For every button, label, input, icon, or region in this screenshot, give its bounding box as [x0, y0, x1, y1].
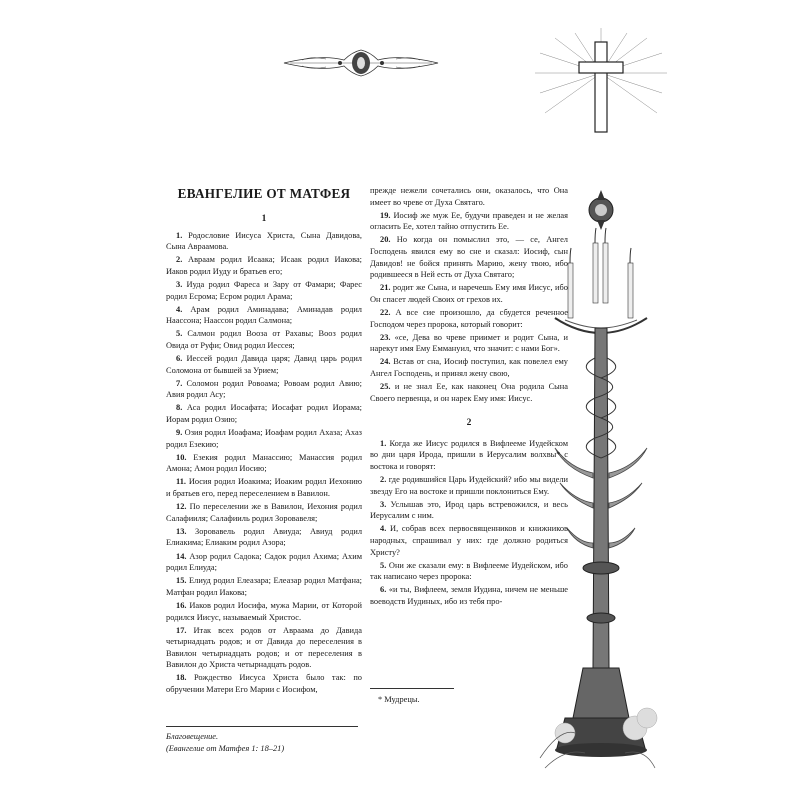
verse-text: Иессей родил Давида царя; Давид царь родил Соломона от бывшей за Урием; [166, 354, 362, 375]
verse-number: 17. [176, 625, 187, 635]
verse [166, 625, 362, 671]
verse-number: 2. [380, 475, 387, 485]
verse [166, 600, 362, 623]
verse-number: 12. [176, 502, 187, 512]
verse-number: 5. [380, 560, 387, 570]
verse-number: 2. [176, 255, 183, 265]
verse-number: 21. [380, 283, 391, 293]
illustration-caption [166, 731, 366, 755]
verse-number: 1. [176, 230, 183, 240]
verse-text: Когда же Иисус родился в Вифлееме Иудейском во дни царя Ирода, пришли в Иерусалим волхвы* с востока и говорят: [370, 438, 568, 471]
verse-text: Зоровавель родил Авиуда; Авиуд родил Елиакима; Елиаким родил Азора; [166, 526, 362, 548]
verse [166, 575, 362, 598]
verse-number: 24. [380, 357, 391, 367]
verse-text: Иосия родил Иоакима; Иоаким родил Иехонию и братьев его, перед переселением в Вавилон. [166, 477, 362, 499]
verse-number: 3. [176, 279, 183, 289]
left-text-column [166, 210, 362, 697]
verse-text: Азор родил Садока; Садок родил Ахима; Ахим родил Елиуда; [166, 551, 362, 573]
verse-text: Но когда он помыслил это, — се, Ангел Господень явился ему во сне и сказал: Иосиф, сын Давидов! не бойся принять Марию, жену твою, ибо родившееся в Ней есть от Духа Святаго; [370, 235, 568, 280]
verse-text: Иосиф же муж Ее, будучи праведен и не желая огласить Ее, хотел тайно отпустить Ее. [370, 210, 568, 232]
verse [166, 279, 362, 302]
verse-text: Арам родил Аминадава; Аминадав родил Наассона; Наассон родил Салмона; [166, 304, 362, 326]
verse [370, 381, 568, 404]
verse-number: 9. [176, 428, 183, 438]
verse-number: 7. [176, 378, 183, 388]
verse-text: родит же Сына, и наречешь Ему имя Иисус, ибо Он спасет людей Своих от грехов их. [370, 283, 568, 304]
verse-number: 15. [176, 576, 187, 586]
verse [166, 526, 362, 549]
verse-number: 6. [380, 585, 387, 595]
verse-number: 6. [176, 354, 183, 364]
chapter-number: 2 [466, 418, 472, 429]
verse [166, 328, 362, 351]
verse [370, 584, 568, 607]
chapter-number: 1 [261, 214, 267, 224]
verse-text: Они же сказали ему: в Вифлееме Иудейском, ибо так написано через пророка: [370, 560, 568, 582]
verse [370, 523, 568, 558]
verse [370, 307, 568, 330]
verse [166, 452, 362, 475]
verse-number: 10. [176, 452, 187, 462]
page-title: ЕВАНГЕЛИЕ ОТ МАТФЕЯ [177, 186, 351, 201]
verse [166, 254, 362, 277]
verse-text: Езекия родил Манассию; Манассия родил Амона; Амон родил Иосию; [166, 452, 362, 474]
verse [166, 427, 362, 450]
verse [166, 230, 362, 253]
verse-number: 23. [380, 332, 391, 342]
verse-list [166, 230, 362, 696]
verse-text: Соломон родил Ровоама; Ровоам родил Авию; Авия родил Асу; [166, 378, 362, 400]
verse-text: И, собрав всех первосвященников и книжников народных, спрашивал у них: где должно родиться Христу? [370, 524, 568, 557]
verse-number: 13. [176, 526, 187, 536]
verse-number: 3. [380, 499, 387, 509]
verse-number: 20. [380, 235, 391, 245]
verse-text: Встав от сна, Иосиф поступил, как повелел ему Ангел Господень, и принял жену свою, [370, 357, 568, 378]
verse [370, 499, 568, 522]
verse-number: 8. [176, 403, 183, 413]
verse-list [370, 210, 568, 405]
verse-number: 19. [380, 210, 391, 220]
verse-text: Итак всех родов от Авраама до Давида четырнадцать родов; и от Давида до переселения в Вавилон четырнадцать родов; и от переселения в Вавилон до Христа четырнадцать родов. [166, 625, 362, 670]
verse-text: Авраам родил Исаака; Исаак родил Иакова; Иаков родил Иуду и братьев его; [166, 255, 362, 276]
verse [370, 474, 568, 497]
verse-list [370, 438, 568, 608]
verse [166, 551, 362, 574]
verse [166, 672, 362, 695]
verse-text: Озия родил Иоафама; Иоафам родил Ахаза; Ахаз родил Езекию; [166, 428, 362, 449]
verse-text: Услышав это, Ирод царь встревожился, и весь Иерусалим с ним. [370, 499, 568, 521]
verse [370, 282, 568, 305]
verse [166, 501, 362, 524]
verse-number: 25. [380, 382, 391, 391]
verse [370, 560, 568, 583]
footnote-divider [370, 688, 454, 689]
caption-divider [166, 726, 358, 727]
verse-text: Иаков родил Иосифа, мужа Марии, от Которой родился Иисус, называемый Христос. [166, 600, 362, 622]
verse-number: 14. [176, 551, 187, 561]
verse-number: 4. [176, 304, 183, 314]
verse-number: 11. [176, 477, 187, 487]
verse-number: 18. [176, 673, 187, 683]
verse-text: и не знал Ее, как наконец Она родила Сына Своего первенца, и он нарек Ему имя: Иисус. [370, 382, 568, 403]
verse [370, 210, 568, 233]
verse [166, 476, 362, 499]
verse [370, 438, 568, 473]
header-ornament-icon [282, 46, 440, 80]
verse-text: А все сие произошло, да сбудется реченное Господом через пророка, который говорит: [370, 307, 568, 329]
radiant-cross-icon [535, 28, 667, 132]
right-text-column [370, 185, 568, 609]
verse [370, 234, 568, 280]
verse [370, 332, 568, 355]
verse-continuation: прежде нежели сочетались они, оказалось, что Она имеет во чреве от Духа Святаго. [370, 186, 568, 207]
verse-text: По переселении же в Вавилон, Иехония родил Салафииля; Салафииль родил Зоровавеля; [166, 502, 362, 523]
verse-text: Салмон родил Вооза от Рахавы; Вооз родил Овида от Руфи; Овид родил Иессея; [166, 329, 362, 350]
verse-text: «и ты, Вифлеем, земля Иудина, ничем не меньше воеводств Иудиных, ибо из тебя про- [370, 585, 568, 606]
footnote: * Мудрецы. [378, 695, 420, 704]
verse [370, 356, 568, 379]
verse [166, 304, 362, 327]
caption-reference: (Евангелие от Матфея 1: 18–21) [166, 744, 285, 753]
verse [166, 378, 362, 401]
verse-number: 1. [380, 438, 387, 448]
verse-text: Родословие Иисуса Христа, Сына Давидова, Сына Авраамова. [166, 230, 362, 252]
verse-text: Елиуд родил Елеазара; Елеазар родил Матфана; Матфан родил Иакова; [166, 576, 362, 597]
verse-number: 16. [176, 600, 187, 610]
verse [166, 353, 362, 376]
verse-text: Аса родил Иосафата; Иосафат родил Иорама; Иорам родил Озию; [166, 403, 362, 424]
verse-number: 5. [176, 329, 183, 339]
caption-title: Благовещение. [166, 732, 219, 741]
verse-text: «се, Дева во чреве приимет и родит Сына, и нарекут имя Ему Еммануил, что значит: с нами Бог». [370, 332, 568, 354]
verse-number: 22. [380, 307, 391, 317]
verse [166, 402, 362, 425]
verse-text: где родившийся Царь Иудейский? ибо мы видели звезду Его на востоке и пришли поклониться Ему. [370, 475, 568, 496]
verse-text: Рождество Иисуса Христа было так: по обручении Матери Его Марии с Иосифом, [166, 673, 362, 695]
verse-number: 4. [380, 524, 387, 534]
verse-text: Иуда родил Фареса и Зару от Фамари; Фарес родил Есрома; Есром родил Арама; [166, 279, 362, 301]
